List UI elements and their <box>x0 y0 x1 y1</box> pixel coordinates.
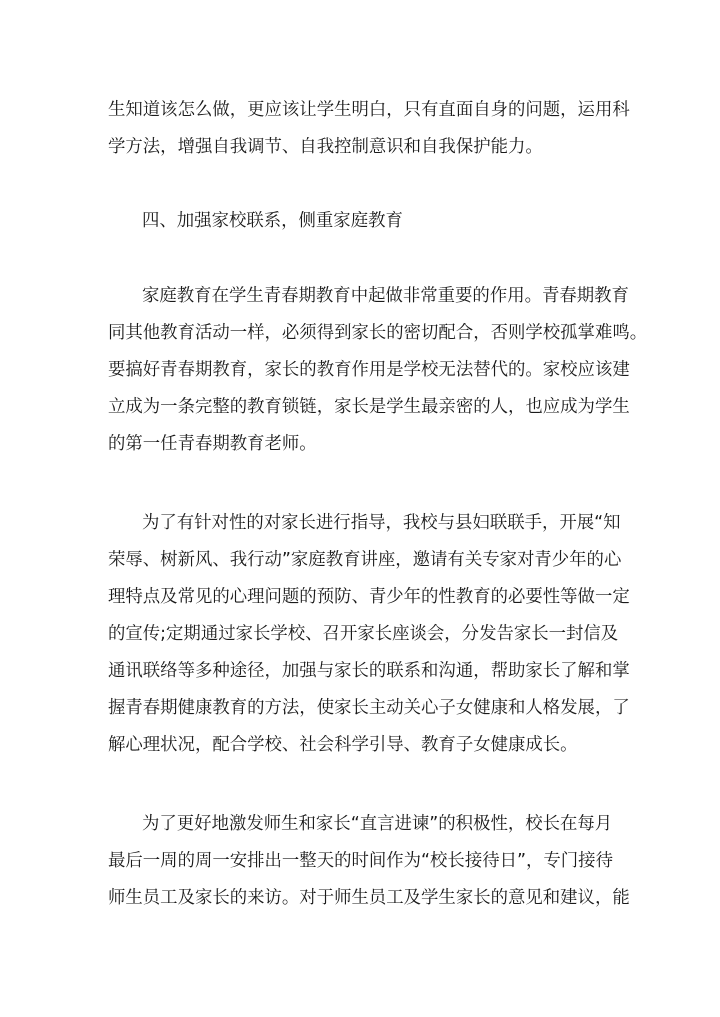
paragraph-line: 通讯联络等多种途径，加强与家长的联系和沟通，帮助家长了解和掌 <box>108 661 630 681</box>
paragraph-line: 解心理状况，配合学校、社会科学引导、教育子女健康成长。 <box>108 735 578 755</box>
paragraph-line: 师生员工及家长的来访。对于师生员工及学生家长的意见和建议，能 <box>108 888 630 908</box>
paragraph-line: 为了有针对性的对家长进行指导，我校与县妇联联手，开展“知 <box>142 513 621 533</box>
paragraph-line: 最后一周的周一安排出一整天的时间作为“校长接待日”，专门接待 <box>108 851 613 871</box>
paragraph-line: 家庭教育在学生青春期教育中起做非常重要的作用。青春期教育 <box>142 286 629 306</box>
paragraph-line: 要搞好青春期教育，家长的教育作用是学校无法替代的。家校应该建 <box>108 360 630 380</box>
paragraph-line: 握青春期健康教育的方法，使家长主动关心子女健康和人格发展，了 <box>108 698 630 718</box>
paragraph-line: 立成为一条完整的教育锁链，家长是学生最亲密的人，也应成为学生 <box>108 397 630 417</box>
paragraph-line: 理特点及常见的心理问题的预防、青少年的性教育的必要性等做一定 <box>108 587 630 607</box>
paragraph-line: 同其他教育活动一样，必须得到家长的密切配合，否则学校孤掌难鸣。 <box>108 323 648 343</box>
paragraph-line: 学方法，增强自我调节、自我控制意识和自我保护能力。 <box>108 137 543 157</box>
paragraph-line: 的第一任青春期教育老师。 <box>108 434 317 454</box>
paragraph-line: 为了更好地激发师生和家长“直言进谏”的积极性，校长在每月 <box>142 814 613 834</box>
section-heading: 四、加强家校联系，侧重家庭教育 <box>142 211 403 231</box>
paragraph-line: 荣辱、树新风、我行动”家庭教育讲座，邀请有关专家对青少年的心 <box>108 550 622 570</box>
paragraph-line: 生知道该怎么做，更应该让学生明白，只有直面自身的问题，运用科 <box>108 100 630 120</box>
paragraph-line: 的宣传;定期通过家长学校、召开家长座谈会，分发告家长一封信及 <box>108 624 619 644</box>
